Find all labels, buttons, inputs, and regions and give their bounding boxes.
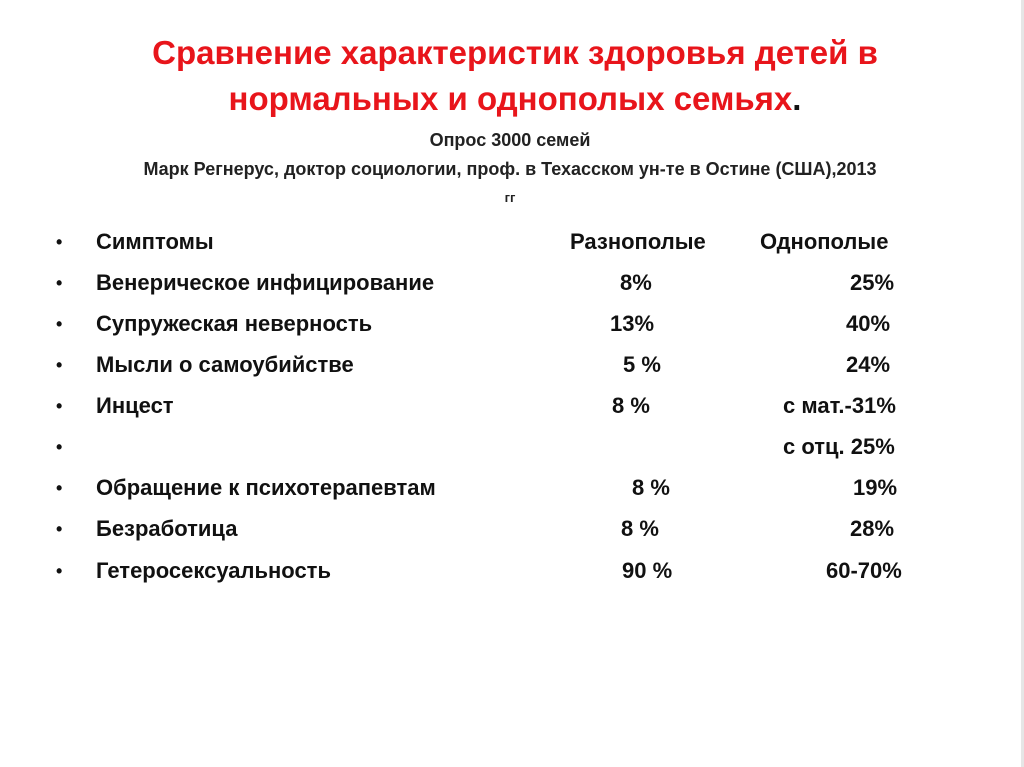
column-header-heterosexual: Разнополые [570,229,706,254]
value-heterosexual: 8 % [612,393,650,418]
list-item [0,468,1024,508]
row-label: Обращение к психотерапевтам [96,475,436,500]
bullet-icon: • [56,232,63,252]
list-item [0,427,1024,467]
bullet-icon: • [56,519,63,539]
row-label: Инцест [96,393,174,418]
bullet-icon: • [56,314,63,334]
value-samesex: 40% [846,311,891,336]
survey-size-text: Опрос 3000 семей [429,130,591,150]
value-heterosexual: 8 % [621,516,659,541]
value-samesex: 28% [850,516,895,541]
value-samesex: 19% [853,475,898,500]
bullet-icon: • [56,478,63,498]
list-item [0,509,1024,549]
value-heterosexual: 13% [610,311,655,336]
row-label: Гетеросексуальность [96,558,331,583]
slide-title [60,30,970,122]
list-item [0,551,1024,591]
column-header-samesex: Однополые [760,229,889,254]
title-period: . [792,80,802,117]
value-samesex: с отц. 25% [783,434,895,459]
list-item [0,304,1024,344]
author-credit-text: Марк Регнерус, доктор социологии, проф. в Техасском ун-те в Остине (США),2013 [143,159,877,179]
list-item [0,345,1024,385]
row-label: Венерическое инфицирование [96,270,435,295]
row-label: Симптомы [96,229,214,254]
list-item [0,386,1024,426]
value-samesex: 25% [850,270,895,295]
slide-subtitle [30,126,990,212]
bullet-icon: • [56,355,63,375]
value-samesex: с мат.-31% [783,393,896,418]
value-heterosexual: 90 % [622,558,673,583]
value-samesex: 24% [846,352,891,377]
bullet-icon: • [56,396,63,416]
title-line-2: нормальных и однополых семьях [228,80,793,117]
value-samesex: 60-70% [826,558,902,583]
title-line-2-wrapper [60,76,970,122]
row-label: Безработица [96,516,238,541]
author-credit-years-suffix: гг [504,190,516,205]
list-item [0,222,1024,262]
row-label: Мысли о самоубийстве [96,352,354,377]
bullet-icon: • [56,437,63,457]
bullet-icon: • [56,273,63,293]
value-heterosexual: 5 % [623,352,661,377]
bullet-icon: • [56,561,63,581]
list-item [0,263,1024,303]
title-line-1: Сравнение характеристик здоровья детей в [152,34,878,71]
value-heterosexual: 8 % [632,475,670,500]
row-label: Супружеская неверность [96,311,373,336]
value-heterosexual: 8% [620,270,652,295]
